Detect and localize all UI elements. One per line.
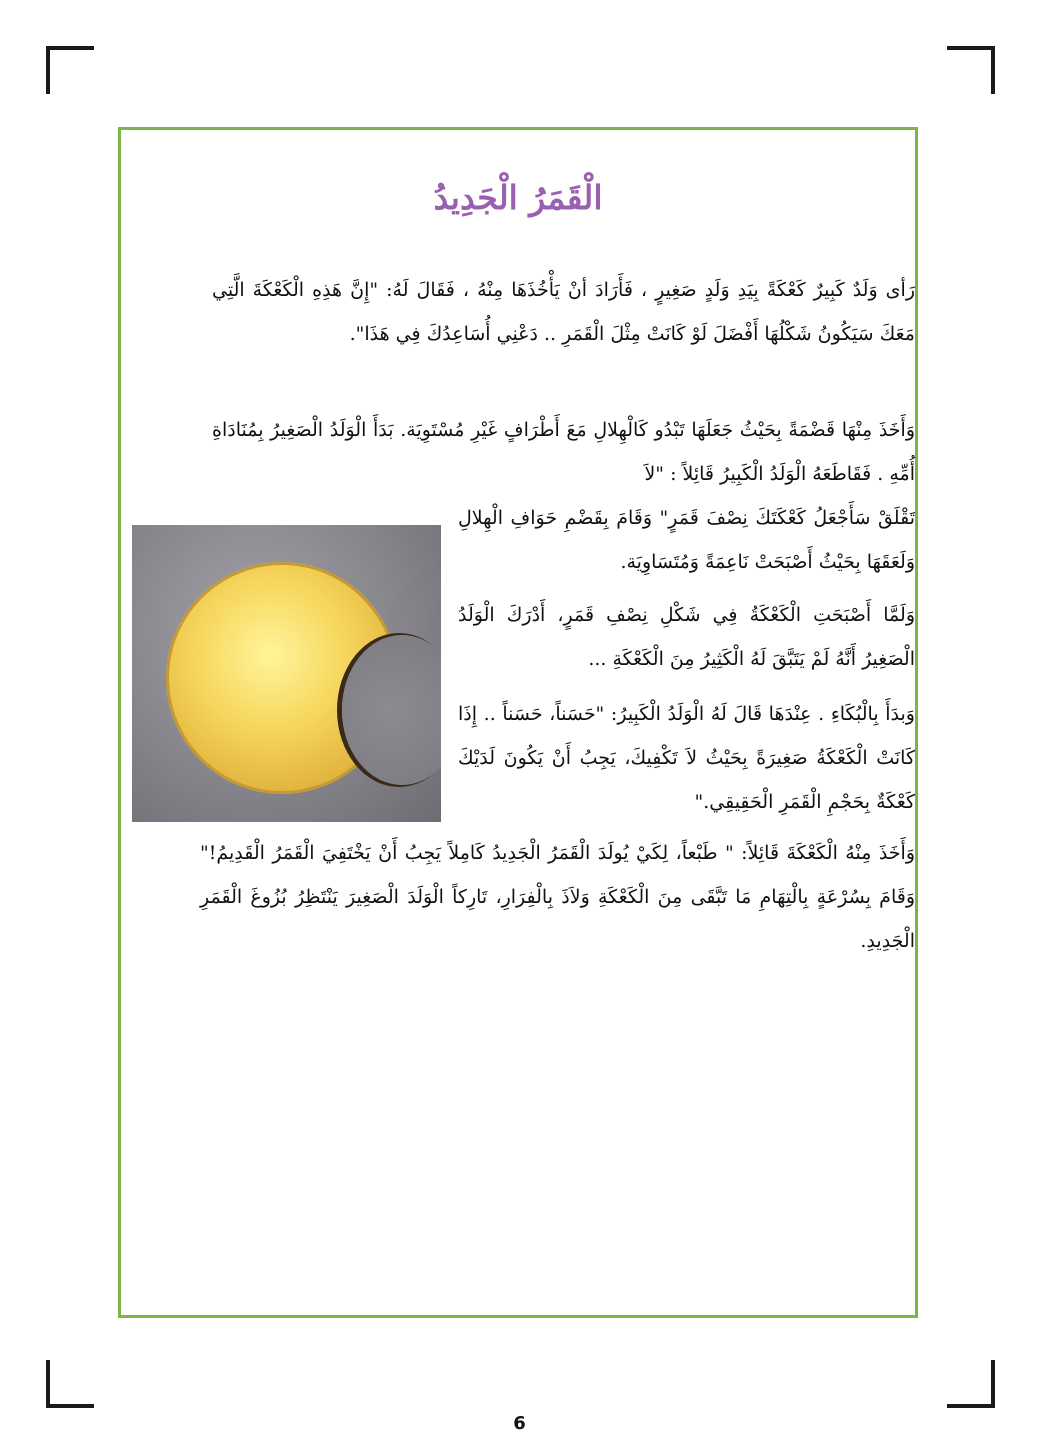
- corner-mark-bottom-left: [46, 1360, 94, 1408]
- paragraph-5: وَأَخَذَ مِنْهُ الْكَعْكَةَ قَائِلاً: " طَبْعاً، لِكَيْ يُولَدَ الْقَمَرُ الْجَدِيدُ كَامِلاً يَجِبُ أَنْ يَخْتَفِيَ الْقَمَرُ الْقَدِيمُ!" وَقَامَ بِسُرْعَةٍ بِالْتِهَامِ مَا تَبَّقَى مِنَ الْكَعْكَةِ وَلاَذَ بِالْفِرَارِ، تَارِكاً الْوَلَدَ الْصَغِيرَ يَنْتَظِرُ بُزُوغَ الْقَمَرِ الْجَدِيدِ.: [200, 842, 915, 952]
- bitten-cake-photo: [132, 525, 441, 822]
- paragraph-4: وَبدَأَ بِالْبُكَاءِ . عِنْدَهَا قَالَ لَهُ الْوَلَدُ الْكَبِيرُ: "حَسَناً، حَسَناً .. إِذَا كَانَتْ الْكَعْكَةُ صَغِيرَةً بِحَيْثُ لاَ تَكْفِيكَ، يَجِبُ أَنْ يَكُونَ لَدَيْكَ كَعْكَةٌ بِحَجْمِ الْقَمَرِ الْحَقِيقِي.": [458, 703, 915, 813]
- story-title: الْقَمَرُ الْجَدِيدُ: [433, 178, 603, 217]
- paragraph-2-top: وَأَخَذَ مِنْهَا قَضْمَةً بِحَيْثُ جَعَلَهَا تَبْدُو كَالْهِلالِ مَعَ أَطْرَافٍ غَيْرِ مُسْتَوِيَة. بَدَأَ الْوَلَدُ الْصَغِيرُ بِمُنَادَاةِ أُمِّهِ . فَقَاطَعَهُ الْوَلَدُ الْكَبِيرُ قَائِلاً : "لاَ: [212, 419, 915, 485]
- paragraph-3: وَلَمَّا أَصْبَحَتِ الْكَعْكَةُ فِي شَكْلِ نِصْفِ قَمَرٍ، أَدْرَكَ الْوَلَدُ الْصَغِيرُ أَنَّهُ لَمْ يَتَبَّقَ لَهُ الْكَثِيرُ مِنَ الْكَعْكَةِ ...: [458, 604, 915, 670]
- corner-mark-top-right: [947, 46, 995, 94]
- corner-mark-bottom-right: [947, 1360, 995, 1408]
- corner-mark-top-left: [46, 46, 94, 94]
- paragraph-2-bottom: تَقْلَقْ سَأَجْعَلُ كَعْكَتَكَ نِصْفَ قَمَرٍ" وَقَامَ بِقَضْمِ حَوَافِ الْهِلالِ وَلَعَقَهَا بِحَيْثُ أَصْبَحَتْ نَاعِمَةً وَمُتَسَاوِيَة.: [458, 507, 915, 573]
- page-number: 6: [513, 1413, 526, 1434]
- paragraph-1: رَأى وَلَدٌ كَبِيرٌ كَعْكَةً بِيَدِ وَلَدٍ صَغِيرٍ ، فَأَرَادَ أنْ يَأْخُذَهَا مِنْهُ ، فَقَالَ لَهُ: "إِنَّ هَذِهِ الْكَعْكَةَ الَّتِي مَعَكَ سَيَكُونُ شَكْلُهَا أَفْضَلَ لَوْ كَانَتْ مِثْلَ الْقَمَرِ .. دَعْنِي أُسَاعِدُكَ فِي هَذَا".: [212, 279, 915, 345]
